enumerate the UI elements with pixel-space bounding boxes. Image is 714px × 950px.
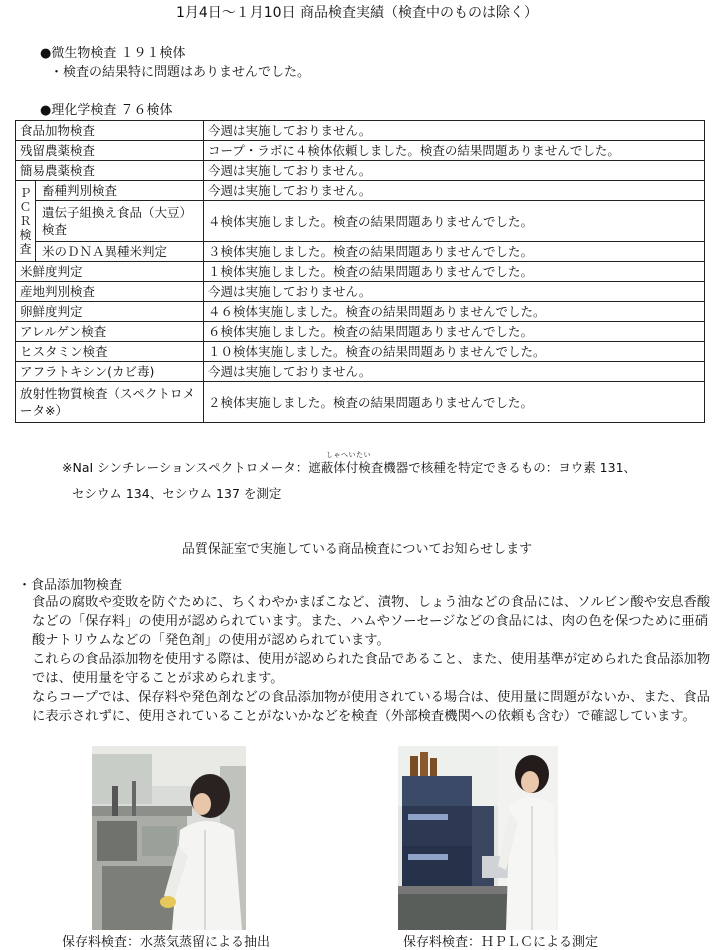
micro-heading: ●微生物検査 １９１検体 xyxy=(40,46,186,61)
row-name: 産地判別検査 xyxy=(16,282,204,302)
row-name: 遺伝子組換え食品（大豆）検査 xyxy=(36,201,204,242)
table-row xyxy=(16,302,705,322)
table-row xyxy=(16,262,705,282)
row-name: 畜種判別検査 xyxy=(36,181,204,201)
caption-left: 保存料検査：水蒸気蒸留による抽出 xyxy=(62,935,271,950)
notice-topic: ・食品添加物検査 xyxy=(18,578,123,593)
row-result: １検体実施しました。検査の結果問題ありませんでした。 xyxy=(204,262,705,282)
table-row xyxy=(16,141,705,161)
row-name: 卵鮮度判定 xyxy=(16,302,204,322)
row-name: 米のＤＮＡ異種米判定 xyxy=(36,242,204,262)
row-result: 今週は実施しておりません。 xyxy=(204,362,705,382)
caption-right: 保存料検査：ＨＰＬＣによる測定 xyxy=(403,935,599,950)
row-result: 今週は実施しておりません。 xyxy=(204,282,705,302)
results-table xyxy=(15,120,705,423)
table-row xyxy=(16,382,705,423)
pcr-label: ＰＣＲ検査 xyxy=(16,181,36,262)
row-name: ヒスタミン検査 xyxy=(16,342,204,362)
row-result: ６検体実施しました。検査の結果問題ありませんでした。 xyxy=(204,322,705,342)
table-row xyxy=(16,242,705,262)
row-result: １０検体実施しました。検査の結果問題ありませんでした。 xyxy=(204,342,705,362)
notice-heading: 品質保証室で実施している商品検査についてお知らせします xyxy=(181,542,533,557)
notice-paragraph-1: 食品の腐敗や変敗を防ぐために、ちくわやかまぼこなど、漬物、しょう油などの食品には、ソルビン酸や安息香酸などの「保存料」の使用が認められています。また、ハムやソーセージなどの食品には、肉の色を保つために亜硝酸ナトリウムなどの「発色剤」の使用が認められています。 xyxy=(32,595,711,648)
row-result: ２検体実施しました。検査の結果問題ありませんでした。 xyxy=(204,382,705,423)
footnote-line1: ※NaI シンチレーションスペクトロメータ：遮蔽体付検査機器で核種を特定できるもの：ヨウ素 131、 xyxy=(62,460,637,475)
row-name: アレルゲン検査 xyxy=(16,322,204,342)
row-result: ４検体実施しました。検査の結果問題ありませんでした。 xyxy=(204,201,705,242)
row-name: 残留農薬検査 xyxy=(16,141,204,161)
table-row xyxy=(16,161,705,181)
table-row xyxy=(16,121,705,141)
notice-paragraph-2: これらの食品添加物を使用する際は、使用が認められた食品であること、また、使用基準が定められた食品添加物では、使用量を守ることが求められます。 xyxy=(32,652,711,686)
micro-note: ・検査の結果特に問題はありませんでした。 xyxy=(50,65,311,80)
row-name: アフラトキシン(カビ毒) xyxy=(16,362,204,382)
row-name: 簡易農薬検査 xyxy=(16,161,204,181)
footnote-line2: セシウム 134、セシウム 137 を測定 xyxy=(72,486,282,501)
ruby-annotation: しゃへいたい xyxy=(326,451,371,459)
row-result: 今週は実施しておりません。 xyxy=(204,161,705,181)
row-result: 今週は実施しておりません。 xyxy=(204,121,705,141)
row-result: ３検体実施しました。検査の結果問題ありませんでした。 xyxy=(204,242,705,262)
table-row xyxy=(16,362,705,382)
table-row xyxy=(16,322,705,342)
row-name: 放射性物質検査（スペクトロメータ※） xyxy=(16,382,204,423)
lab-photo-right xyxy=(398,746,558,930)
page-title: 1月4日〜１月10日 商品検査実績（検査中のものは除く） xyxy=(175,5,539,21)
lab-photo-left xyxy=(92,746,246,930)
table-row xyxy=(16,181,705,201)
notice-paragraph-3: ならコープでは、保存料や発色剤などの食品添加物が使用されている場合は、使用量に問題がないか、また、食品に表示されずに、使用されていることがないかなどを検査（外部検査機関への依頼も含む）で確認しています。 xyxy=(32,690,710,724)
chem-heading: ●理化学検査 ７６検体 xyxy=(40,103,173,118)
row-result: ４６検体実施しました。検査の結果問題ありませんでした。 xyxy=(204,302,705,322)
row-result: 今週は実施しておりません。 xyxy=(204,181,705,201)
table-row xyxy=(16,201,705,242)
row-result: コープ・ラボに４検体依頼しました。検査の結果問題ありませんでした。 xyxy=(204,141,705,161)
photo-hplc xyxy=(398,746,558,930)
table-row xyxy=(16,342,705,362)
table-row xyxy=(16,282,705,302)
row-name: 米鮮度判定 xyxy=(16,262,204,282)
photo-steam-distillation xyxy=(92,746,246,930)
row-name: 食品加物検査 xyxy=(16,121,204,141)
